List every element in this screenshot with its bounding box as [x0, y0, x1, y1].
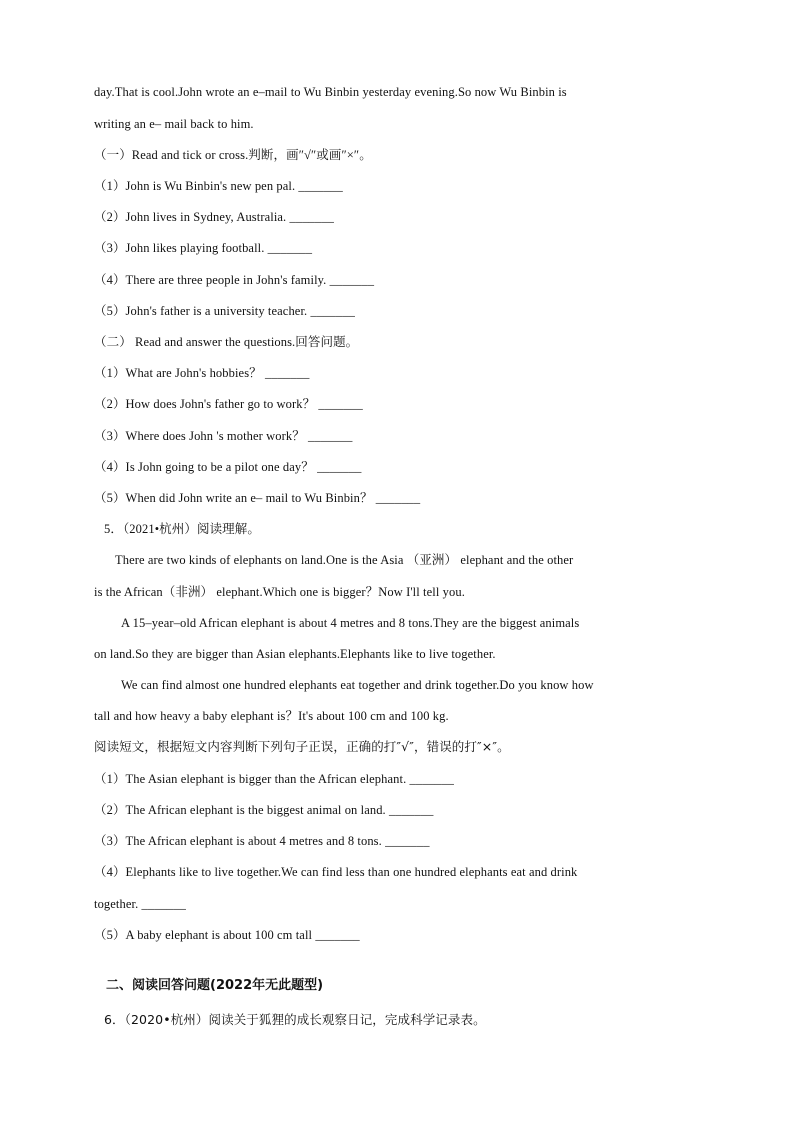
question5-passage-line: There are two kinds of elephants on land.One is the Asia （亚洲） elephant and the other [115, 553, 574, 567]
part2-item: （4）Is John going to be a pilot one day？ _______ [94, 460, 362, 474]
part2-item: （1）What are John's hobbies？ _______ [94, 366, 310, 380]
part1-item: （2）John lives in Sydney, Australia. _______ [94, 210, 334, 224]
question5-passage-line: We can find almost one hundred elephants eat together and drink together.Do you know how [121, 678, 594, 692]
question5-item: （1）The Asian elephant is bigger than the African elephant. _______ [94, 772, 454, 786]
part2-heading: （二） Read and answer the questions.回答问题。 [94, 335, 359, 349]
question5-item: （4）Elephants like to live together.We can find less than one hundred elephants eat and drink [94, 865, 578, 879]
part2-item: （2）How does John's father go to work？ _______ [94, 397, 363, 411]
part1-item: （5）John's father is a university teacher. _______ [94, 304, 355, 318]
passage-line: writing an e– mail back to him. [94, 117, 254, 131]
question5-passage-line: tall and how heavy a baby elephant is？It's about 100 cm and 100 kg. [94, 709, 449, 723]
question5-item: （2）The African elephant is the biggest animal on land. _______ [94, 803, 434, 817]
question5-passage-line: A 15–year–old African elephant is about 4 metres and 8 tons.They are the biggest animals [121, 616, 580, 630]
question5-header: 5．（2021•杭州）阅读理解。 [104, 522, 260, 536]
question6-header: 6．（2020•杭州）阅读关于狐狸的成长观察日记，完成科学记录表。 [104, 1012, 486, 1027]
question5-item-continuation: together. _______ [94, 897, 186, 911]
section2-heading: 二、阅读回答问题(2022年无此题型) [106, 978, 324, 993]
question5-item: （5）A baby elephant is about 100 cm tall _______ [94, 928, 360, 942]
passage-line: day.That is cool.John wrote an e–mail to Wu Binbin yesterday evening.So now Wu Binbin is [94, 85, 567, 99]
question5-instruction: 阅读短文，根据短文内容判断下列句子正误，正确的打″√″，错误的打″×″。 [94, 739, 510, 754]
part1-heading: （一）Read and tick or cross.判断，画″√″或画″×″。 [94, 148, 372, 162]
part1-item: （3）John likes playing football. _______ [94, 241, 313, 255]
part1-item: （4）There are three people in John's family. _______ [94, 273, 375, 287]
part1-item: （1）John is Wu Binbin's new pen pal. _______ [94, 179, 343, 193]
question5-passage-line: is the African（非洲） elephant.Which one is bigger？Now I'll tell you. [94, 585, 465, 599]
part2-item: （3）Where does John 's mother work？ _______ [94, 429, 353, 443]
question5-item: （3）The African elephant is about 4 metres and 8 tons. _______ [94, 834, 430, 848]
question5-passage-line: on land.So they are bigger than Asian elephants.Elephants like to live together. [94, 647, 496, 661]
part2-item: （5）When did John write an e– mail to Wu Binbin？ _______ [94, 491, 421, 505]
